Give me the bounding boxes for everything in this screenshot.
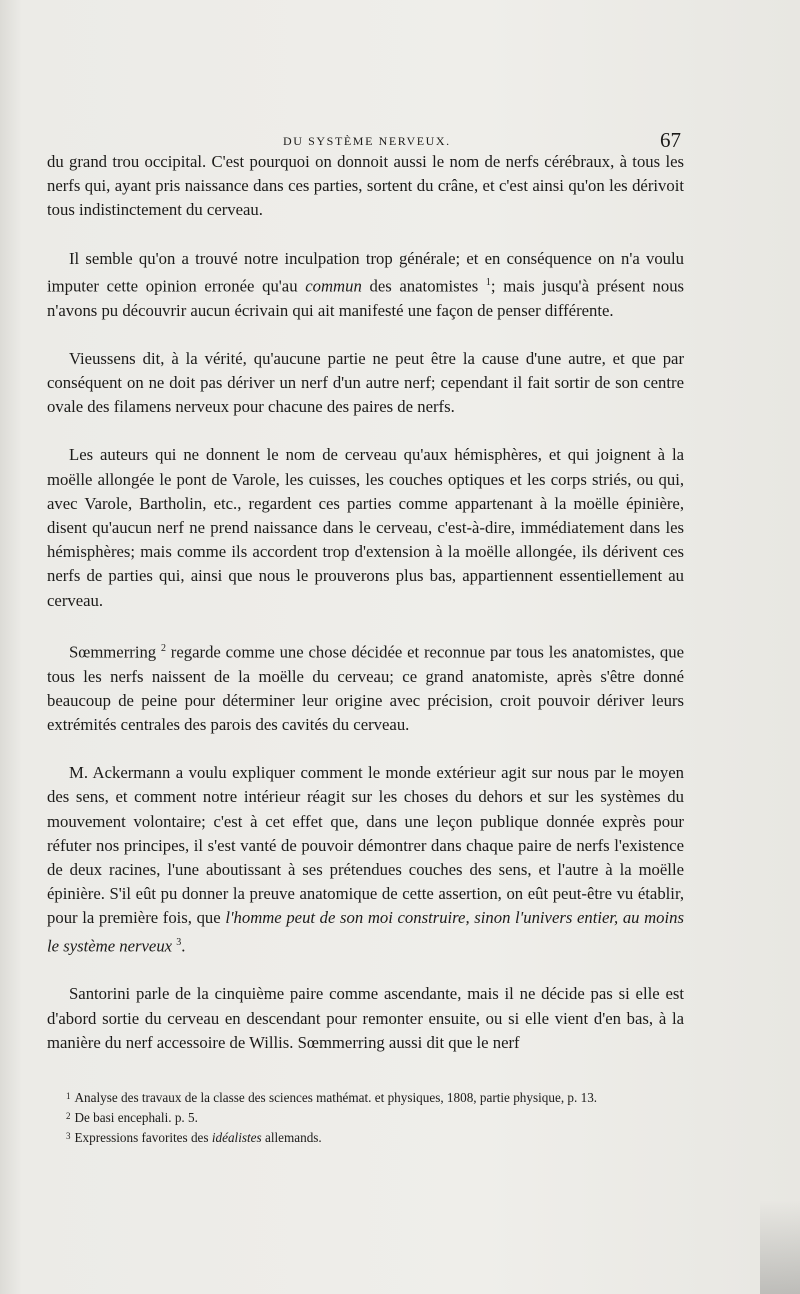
footnote-1-mark: 1 <box>66 1091 71 1101</box>
paragraph-5-text: regarde comme une chose décidée et reconnue par tous les anatomistes, que tous les nerfs naissent de la moëlle du cerveau; ce grand anatomiste, après s'être donné beaucoup de peine pour déterminer leur origine avec précision, croit pouvoir dériver leurs extrémités centrales des parois des cavités du cerveau. <box>47 642 684 734</box>
footnote-1-text: Analyse des travaux de la classe des sciences mathémat. et physiques, 1808, partie physique, p. 13. <box>74 1090 598 1105</box>
footnote-1 <box>66 1087 686 1107</box>
running-head-title: DU SYSTÈME NERVEUX. <box>283 134 451 148</box>
paragraph-2-text: Il semble qu'on a trouvé notre inculpation trop générale; et en conséquence on n'a voulu imputer cette opinion erronée qu'au <box>47 248 684 296</box>
paragraph-2 <box>47 247 684 323</box>
footnote-3-mark: 3 <box>66 1131 71 1141</box>
footnote-2-mark: 2 <box>66 1111 71 1121</box>
footnote-3-italic: idéalistes <box>211 1130 262 1145</box>
paragraph-4: Les auteurs qui ne donnent le nom de cerveau qu'aux hémisphères, et qui joignent à la moëlle allongée le pont de Varole, les cuisses, les couches optiques et les corps striés, ou qui, avec Varole, Bartholin, etc., regardent ces parties comme appartenant à la moëlle épinière, disent qu'aucun nerf ne prend naissance dans le cerveau, c'est-à-dire, immédiatement dans les hémisphères; mais comme ils accordent trop d'extension à la moëlle allongée, ils dérivent ces nerfs de parties qui, ainsi que nous le prouverons plus bas, appartiennent essentiellement au cerveau. <box>47 445 684 610</box>
footnote-3-text-a: Expressions favorites des <box>74 1130 209 1145</box>
paragraph-5 <box>47 637 684 737</box>
paragraph-6 <box>47 761 684 958</box>
footnote-ref-3: 3 <box>176 936 182 948</box>
paragraph-1: du grand trou occipital. C'est pourquoi on donnoit aussi le nom de nerfs cérébraux, à tous les nerfs qui, ayant pris naissance dans ces parties, sortent du crâne, et c'est ainsi qu'on les dérivoit tous indistinctement du cerveau. <box>47 152 684 220</box>
scan-shadow <box>760 1200 800 1294</box>
paragraph-3: Vieussens dit, à la vérité, qu'aucune partie ne peut être la cause d'une autre, et que par conséquent on ne doit pas dériver un nerf d'un autre nerf; cependant il fait sortir de son centre ovale des filamens nerveux pour chacune des paires de nerfs. <box>47 348 684 417</box>
footnote-3-text-b: allemands. <box>264 1130 322 1145</box>
footnote-ref-1: 1 <box>485 276 491 288</box>
footnote-3 <box>66 1127 686 1147</box>
footnotes <box>66 1087 686 1147</box>
paragraph-6-end: . <box>181 936 186 956</box>
paragraph-5-name: Sœmmerring <box>69 642 157 662</box>
footnote-2-text: De basi encephali. p. 5. <box>74 1110 198 1125</box>
page-number: 67 <box>660 128 681 152</box>
paragraph-6-italic: l'homme peut de son moi construire, sinon l'univers entier, au moins le système nerveux <box>47 908 684 956</box>
body-text <box>47 150 684 1079</box>
paragraph-2-text-b: des anatomistes <box>369 276 479 296</box>
footnote-2 <box>66 1107 686 1127</box>
paragraph-6-text: M. Ackermann a voulu expliquer comment le monde extérieur agit sur nous par le moyen des sens, et comment notre intérieur réagit sur les choses du dehors et sur les systèmes du mouvement volontaire; c'est à cet effet que, dans une leçon publique donnée exprès pour réfuter nos principes, il s'est vanté de pouvoir démontrer dans chaque paire de nerfs l'existence de deux racines, l'une aboutissant à ses prétendues couches des sens, et l'autre à la moëlle épinière. S'il eût pu donner la preuve anatomique de cette assertion, on eût peut-être vu établir, pour la première fois, que <box>47 763 684 928</box>
paragraph-7: Santorini parle de la cinquième paire comme ascendante, mais il ne décide pas si elle est d'abord sortie du cerveau en descendant pour remonter ensuite, ou si elle vient d'en bas, à la manière du nerf accessoire de Willis. Sœmmerring aussi dit que le nerf <box>47 984 684 1052</box>
footnote-ref-2: 2 <box>160 642 166 654</box>
paragraph-2-text-c: ; mais jusqu'à présent nous n'avons pu découvrir aucun écrivain qui ait manifesté une façon de penser différente. <box>47 276 685 320</box>
paragraph-2-italic: commun <box>305 276 362 296</box>
